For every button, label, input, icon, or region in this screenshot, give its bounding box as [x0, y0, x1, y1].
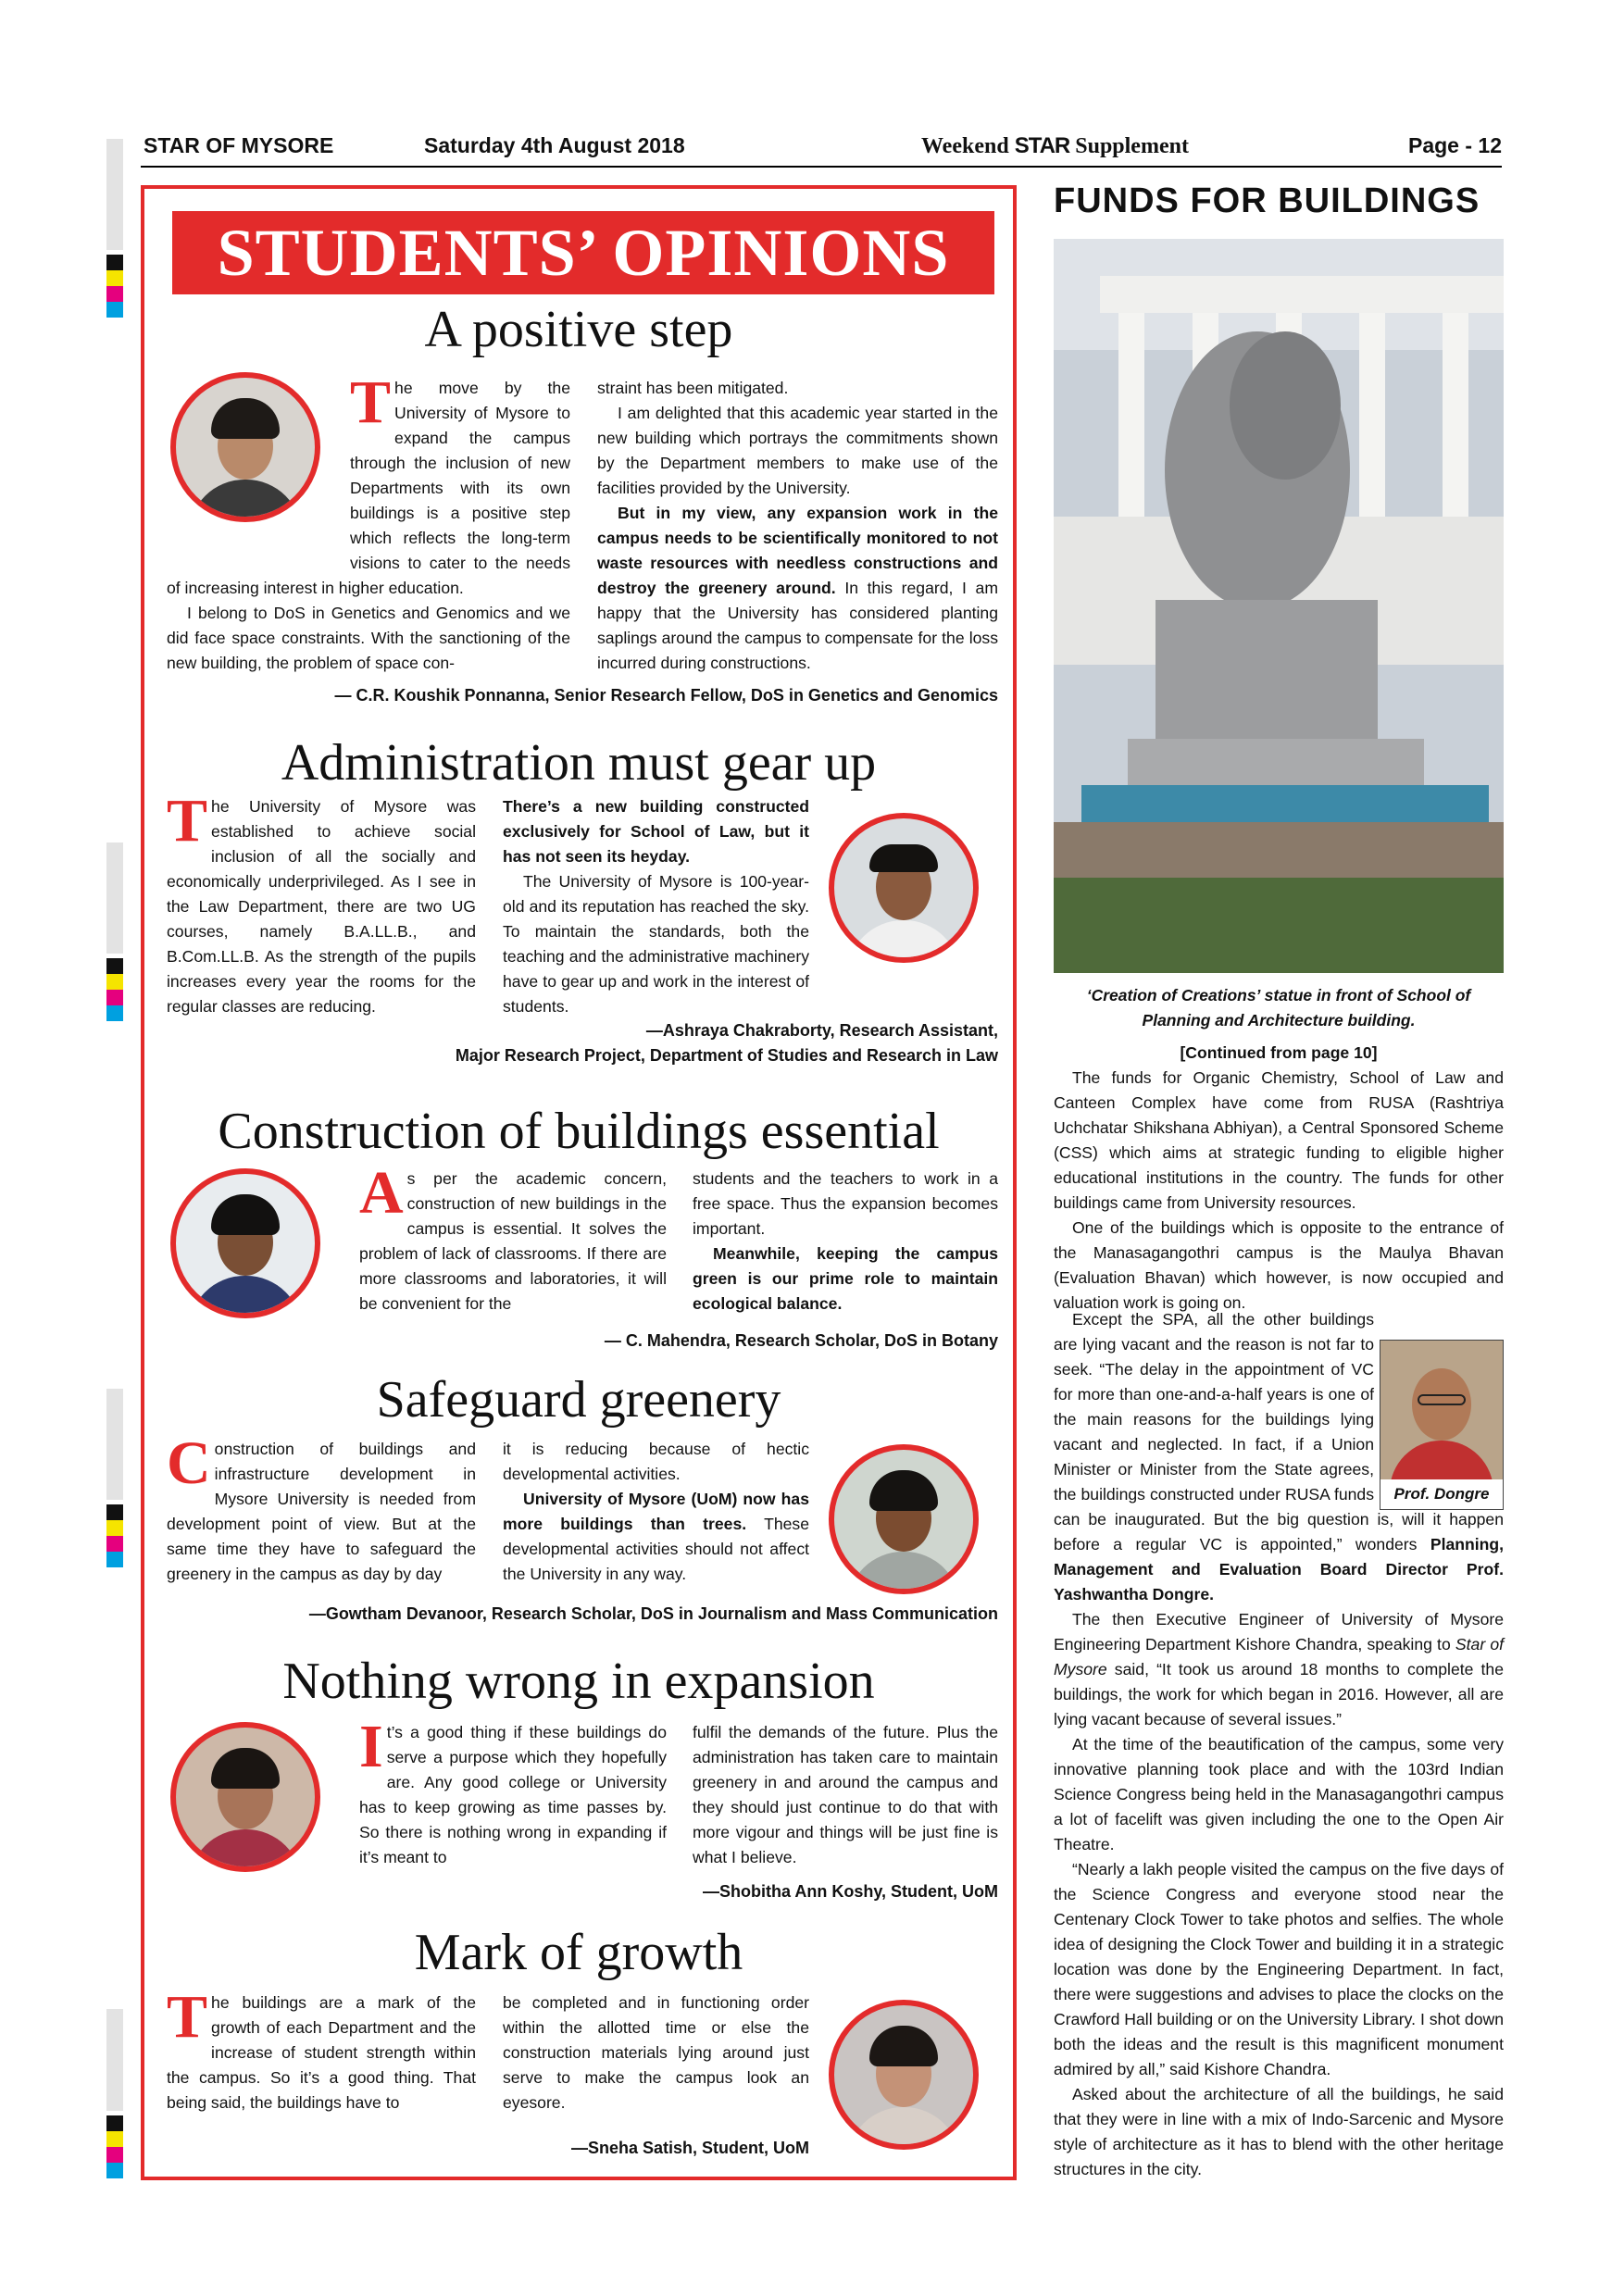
byline: — C. Mahendra, Research Scholar, DoS in Botany	[604, 1331, 998, 1350]
article-title: A positive step	[424, 301, 733, 358]
page-number: Page - 12	[1408, 133, 1502, 157]
paper-name: STAR OF MYSORE	[144, 133, 334, 157]
article-title: Safeguard greenery	[376, 1371, 781, 1429]
article-title: Nothing wrong in expansion	[282, 1653, 875, 1710]
byline: —Ashraya Chakraborty, Research Assistant, Major Research Project, Department of Studies and Research in Law	[455, 1021, 998, 1065]
byline: — C.R. Koushik Ponnanna, Senior Research Fellow, DoS in Genetics and Genomics	[334, 686, 998, 705]
article-column: The buildings are a mark of the growth of each Department and the increase of student strength within the campus. So it’s a good thing. That being said, the buildings have to	[167, 1983, 476, 2112]
article-title: Administration must gear up	[281, 734, 877, 792]
article-column: There’s a new building constructed exclusively for School of Law, but it has not seen its heyday. The University of Mysore is 100-year-old and its reputation has reached the sky. To maintain the standards, both the teaching and the administrative machinery have to gear up and work in the interest of students.	[503, 797, 809, 1016]
section-banner: STUDENTS’ OPINIONS	[172, 211, 994, 294]
funds-article-continued: Except the SPA, all the other buildings are lying vacant and the reason is not far to seek. “The delay in the appointment of VC for more than one-and-a-half years is one of the main reasons for the buildings lying vacant and neglected. In fact, if a Union Minister or Minister from the State agrees, the buildings constructed under RUSA funds can be inaugurated. But the big question is, will it happen before a regular VC is appointed,” wonders Planning, Management and Evaluation Board Director Prof. Yashwantha Dongre. The then Executive Engineer of University of Mysore Engineering Department Kishore Chandra, speaking to Star of Mysore said, “It took us around 18 months to complete the buildings, the work for which began in 2016. However, all are lying vacant because of several issues.” At the time of the beautification of the campus, some very innovative planning took place and with the 103rd Indian Science Congress being held in the Manasagangothri campus a lot of facelift was given including the one to the Open Air Theatre. “Nearly a lakh people visited the campus on the five days of the Science Congress and everyone stood near the Centenary Clock Tower to take photos and selfies. The whole idea of designing the Clock Tower and building it in a strategic location was done by the Engineering Department. In fact, there were suggestions and advises to place the clocks on the Crawford Hall building or on the University Library. I shot down both the ideas and the result is this magnificent monument admired by all,” said Kishore Chandra. Asked about the architecture of all the buildings, he said that they were in line with a mix of Indo-Sarcenic and Mysore style of architecture as it has to blend with the other heritage structures in the city.	[1054, 1310, 1505, 2178]
byline: —Sneha Satish, Student, UoM	[570, 2139, 809, 2157]
avatar-sneha	[829, 2000, 979, 2150]
article-column: Construction of buildings and infrastructure development in Mysore University is needed from development point of view. But at the same time they have to safeguard the greenery in the campus as day by day	[167, 1429, 476, 1583]
registration-mark	[106, 958, 123, 1021]
continued-note: [Continued from page 10]	[1180, 1043, 1378, 1062]
article-column: straint has been mitigated. I am delighted that this academic year started in the new building which portrays the commitments shown by the Department members to make use of the facilities provided by the University. But in my view, any expansion work in the campus needs to be scientifically monitored to not waste resources with needless constructions and destroy the greenery around. In this regard, I am happy that the University has considered planting saplings around the campus to compensate for the loss incurred during constructions.	[597, 379, 998, 672]
portrait-photo	[1380, 1341, 1503, 1479]
article-title: Construction of buildings essential	[218, 1103, 940, 1160]
drop-cap: A	[359, 1159, 404, 1227]
portrait-caption: Prof. Dongre	[1393, 1485, 1490, 1503]
print-margin-bar	[106, 2009, 123, 2111]
byline: —Shobitha Ann Koshy, Student, UoM	[703, 1882, 998, 1901]
avatar-ashraya	[829, 813, 979, 963]
article-title: Mark of growth	[414, 1924, 743, 1981]
portrait-dongre	[1380, 1340, 1504, 1510]
byline: —Gowtham Devanoor, Research Scholar, DoS in Journalism and Mass Communication	[308, 1604, 998, 1623]
drop-cap: I	[359, 1713, 383, 1780]
photo-caption: ‘Creation of Creations’ statue in front of School of Planning and Architecture building.	[1086, 986, 1471, 1029]
article-column: The move by the University of Mysore to expand the campus through the inclusion of new Departments with its own buildings is a positive step which reflects the long-term visions to cater to the needs of increasing interest in higher education. I belong to DoS in Genetics and Genomics and we did face space constraints. With the sanctioning of the new building, the problem of space con-	[167, 368, 570, 672]
print-margin-bar	[106, 842, 123, 954]
statue-illustration	[1054, 239, 1504, 973]
supplement-label: Weekend STAR Supplement	[921, 133, 1189, 158]
article-column: The University of Mysore was established to achieve social inclusion of all the socially and economically underprivileged. As I see in the Law Department, there are two UG courses, namely B.A.LL.B., and B.Com.LL.B. As the strength of the pupils increases every year the rooms for the regular classes are reducing.	[167, 787, 476, 1016]
registration-mark	[106, 255, 123, 318]
header-rule	[141, 166, 1502, 168]
registration-mark	[106, 1504, 123, 1567]
section-title: FUNDS FOR BUILDINGS	[1054, 181, 1480, 220]
article-column: be completed and in functioning order within the allotted time or else the construction materials lying around just serve to make the campus look an eyesore.	[503, 1993, 809, 2112]
avatar-mahendra	[170, 1168, 320, 1318]
article-column: As per the academic concern, construction of new buildings in the campus is essential. It solves the problem of lack of classrooms. If there are more classrooms and laboratories, it will be convenient for the	[359, 1159, 667, 1313]
print-margin-bar	[106, 1389, 123, 1500]
issue-date: Saturday 4th August 2018	[424, 133, 685, 157]
article-column: fulfil the demands of the future. Plus the administration has taken care to maintain greenery in and around the campus and they should just continue to do that with more vigour and things will be just fine is what I believe.	[693, 1723, 998, 1866]
article-column: It’s a good thing if these buildings do serve a purpose which they hopefully are. Any good college or University has to keep growing as time passes by. So there is nothing wrong in expanding if it’s meant to	[359, 1713, 667, 1866]
print-margin-bar	[106, 139, 123, 250]
drop-cap: T	[167, 1983, 208, 2051]
article-column: it is reducing because of hectic developmental activities. University of Mysore (UoM) now has more buildings than trees. These developmental activities should not affect the University in any way.	[503, 1440, 809, 1583]
avatar-gowtham	[829, 1444, 979, 1594]
funds-article: The funds for Organic Chemistry, School of Law and Canteen Complex have come from RUSA (Rashtriya Uchchatar Shikshana Abhiyan), a Central Sponsored Scheme (CSS) which aims at strategic funding to eligible higher educational institutions in the country. The funds for other buildings came from University resources. One of the buildings which is opposite to the entrance of the Manasagangothri campus is the Maulya Bhavan (Evaluation Bhavan) which however, is now occupied and valuation work is going on.	[1054, 1068, 1504, 1312]
drop-cap: T	[167, 787, 208, 855]
drop-cap: C	[167, 1429, 211, 1497]
drop-cap: T	[350, 368, 392, 436]
registration-mark	[106, 2115, 123, 2178]
statue-photo	[1054, 239, 1504, 973]
avatar-shobitha	[170, 1722, 320, 1872]
article-column: students and the teachers to work in a free space. Thus the expansion becomes important. Meanwhile, keeping the campus green is our prime role to maintain ecological balance.	[693, 1169, 998, 1313]
